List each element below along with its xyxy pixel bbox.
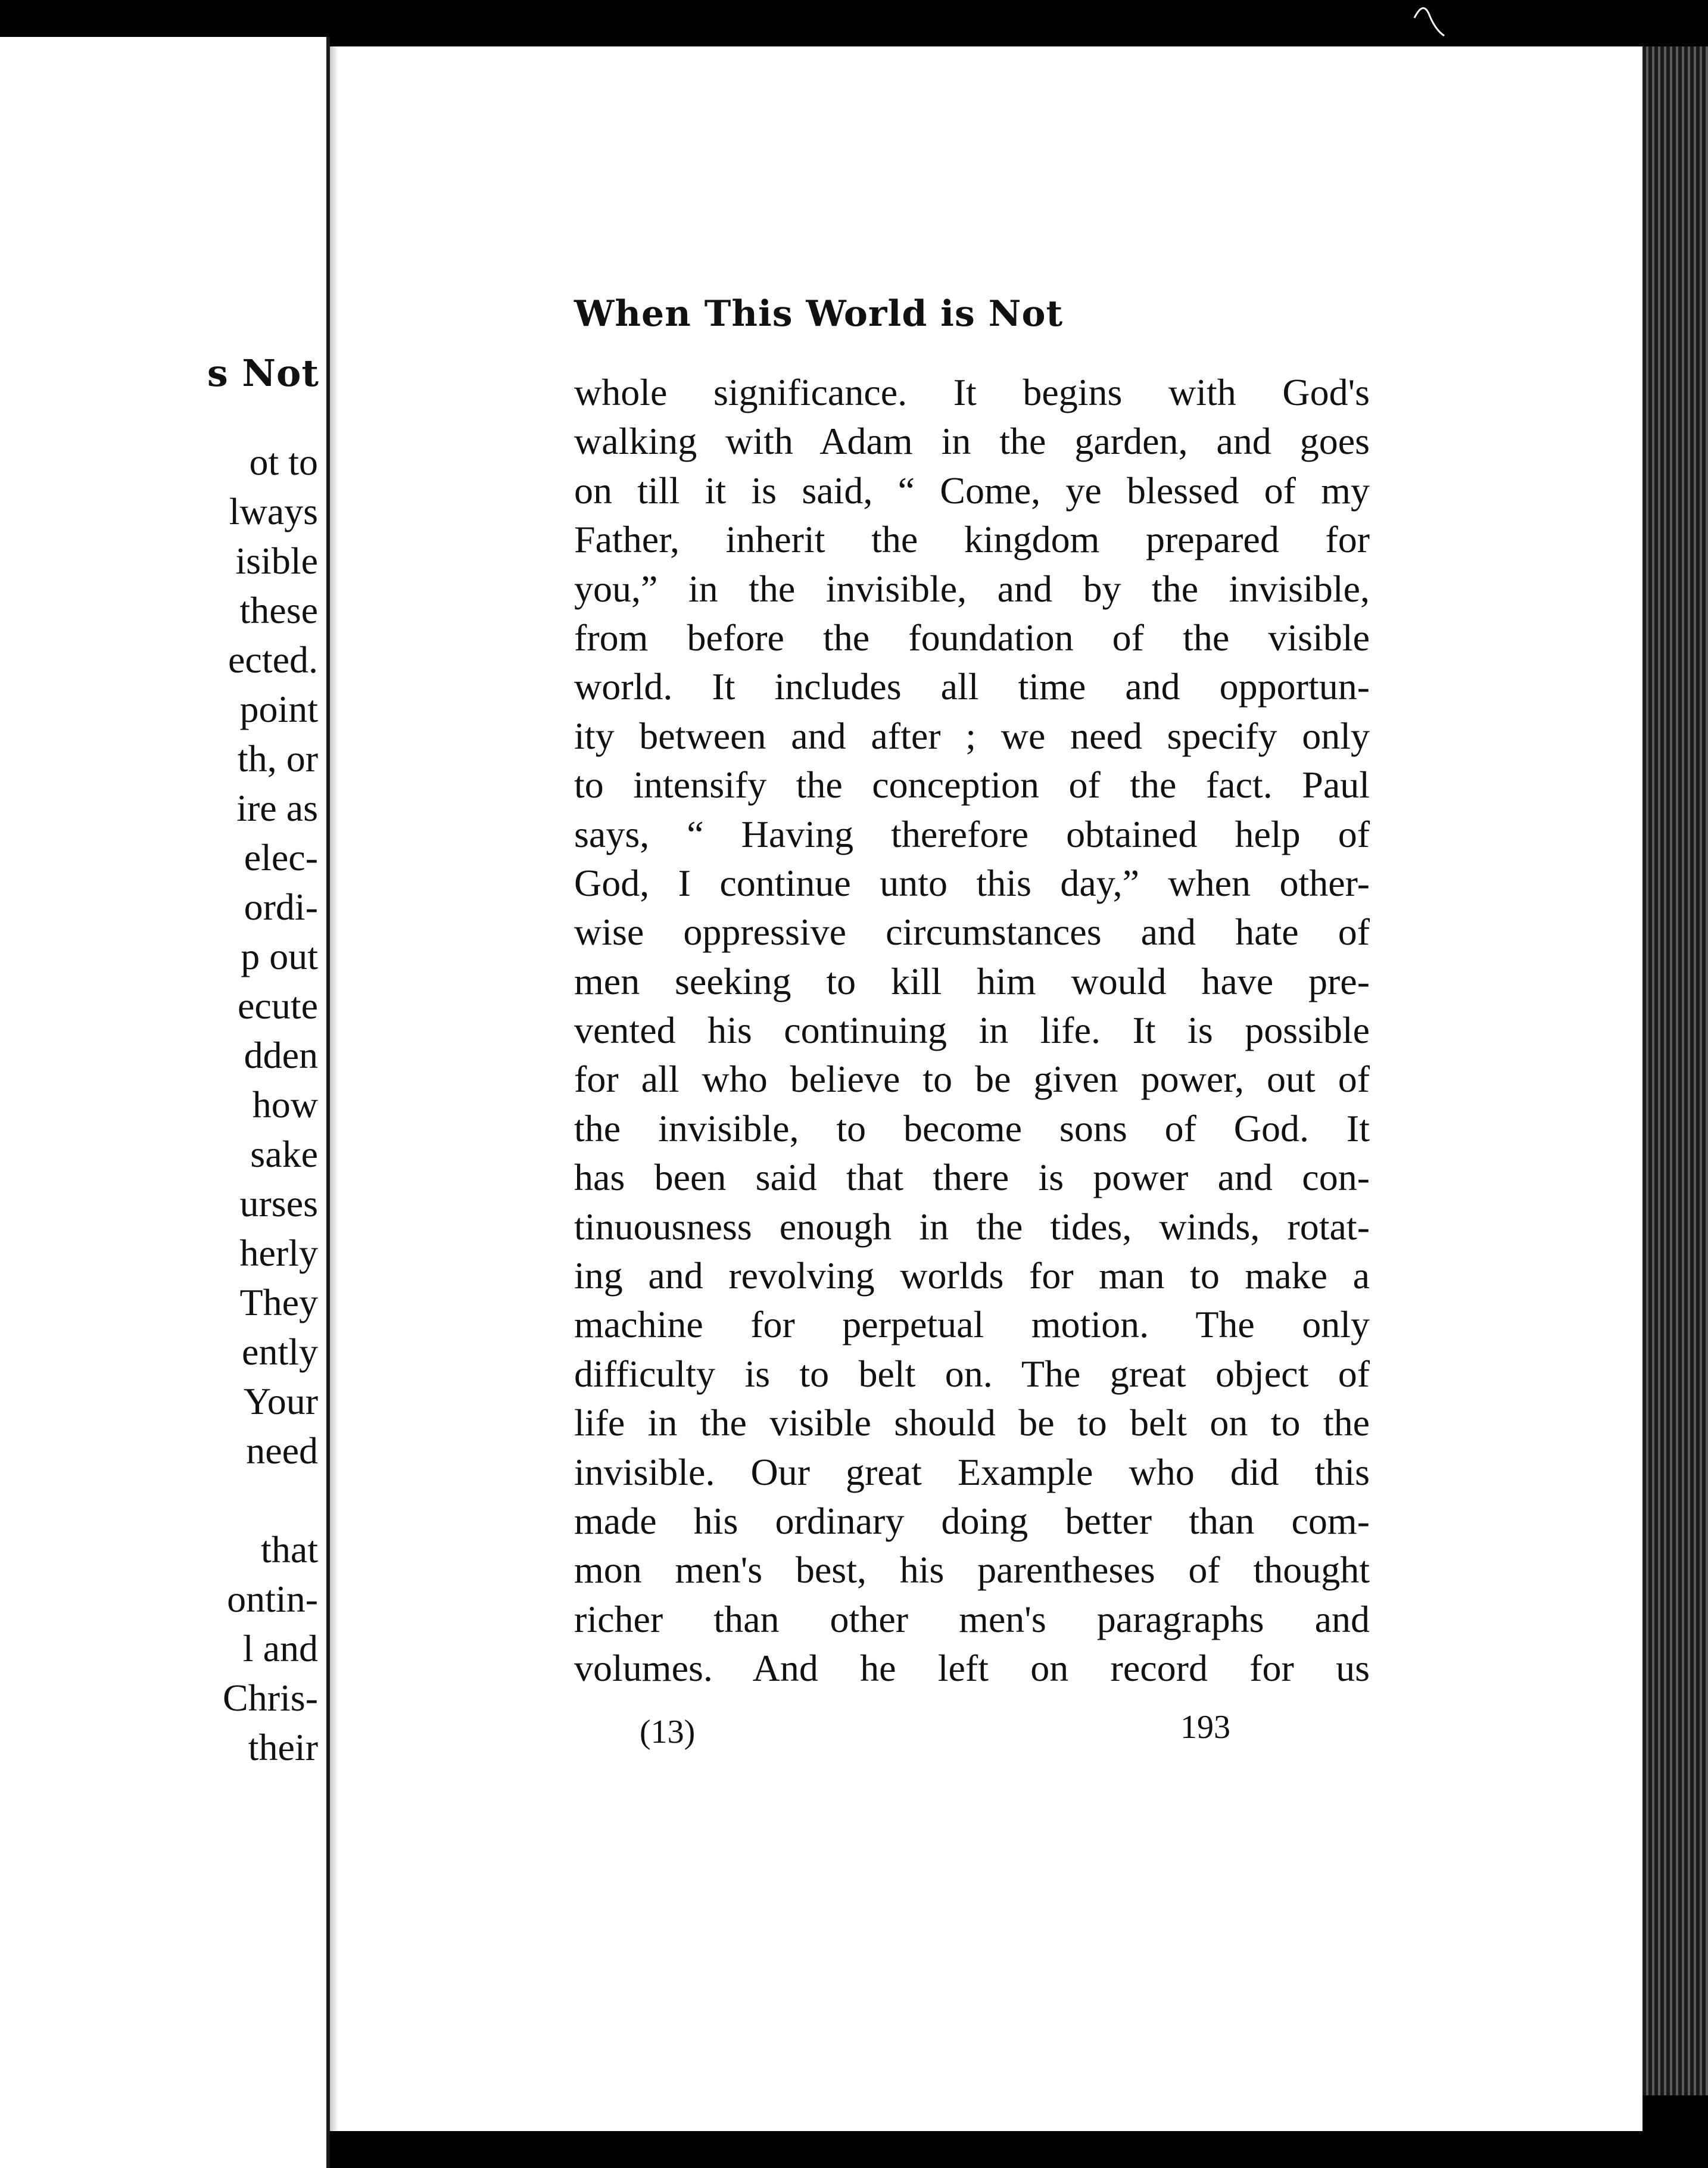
body-text-line: to intensify the conception of the fact. Paul: [574, 764, 1370, 806]
body-text-line: tinuousness enough in the tides, winds, rotat-: [574, 1205, 1370, 1248]
body-text-line: Father, inherit the kingdom prepared for: [574, 518, 1370, 561]
body-text-line: says, “ Having therefore obtained help of: [574, 812, 1370, 855]
left-text-line: how: [252, 1083, 318, 1126]
body-text-line: ity between and after ; we need specify only: [574, 714, 1370, 757]
left-text-line: They: [239, 1281, 318, 1323]
left-page-text: [223, 437, 318, 1772]
body-text-line: wise oppressive circumstances and hate of: [574, 911, 1370, 954]
left-text-line: that: [261, 1528, 318, 1571]
body-text-line: ing and revolving worlds for man to make a: [574, 1254, 1370, 1297]
gutter-shadow: [330, 46, 338, 2131]
left-text-line: ontin-: [227, 1578, 318, 1620]
body-text-line: men seeking to kill him would have pre-: [574, 960, 1370, 1002]
body-text-line: from before the foundation of the visible: [574, 616, 1370, 659]
body-text-line: for all who believe to be given power, out of: [574, 1058, 1370, 1101]
left-text-line: these: [239, 589, 318, 631]
left-text-line: ire as: [236, 787, 318, 829]
body-text-line: you,” in the invisible, and by the invisible,: [574, 567, 1370, 610]
left-text-line: Chris-: [223, 1677, 318, 1719]
page-number: 193: [1180, 1709, 1230, 1746]
left-text-line: herly: [239, 1232, 318, 1274]
body-text-line: difficulty is to belt on. The great object of: [574, 1352, 1370, 1395]
left-text-line: elec-: [244, 836, 318, 879]
body-text-line: machine for perpetual motion. The only: [574, 1303, 1370, 1346]
left-text-line: point: [239, 688, 318, 730]
left-text-line: p out: [241, 935, 318, 977]
left-text-line: ecute: [238, 985, 318, 1027]
left-text-line: Your: [243, 1380, 318, 1422]
left-text-line: th, or: [237, 737, 318, 780]
body-text-line: the invisible, to become sons of God. It: [574, 1107, 1370, 1150]
body-text-line: mon men's best, his parentheses of thought: [574, 1549, 1370, 1591]
body-text-line: has been said that there is power and con-: [574, 1156, 1370, 1199]
body-text-line: on till it is said, “ Come, ye blessed of my: [574, 469, 1370, 512]
body-text-line: life in the visible should be to belt on to the: [574, 1401, 1370, 1444]
running-head: When This World is Not: [574, 293, 1064, 335]
body-text-line: made his ordinary doing better than com-: [574, 1499, 1370, 1542]
book-page-edges: [1642, 46, 1708, 2095]
body-text-line: God, I continue unto this day,” when other-: [574, 861, 1370, 904]
body-text-line: walking with Adam in the garden, and goes: [574, 420, 1370, 463]
left-text-line: ordi-: [244, 886, 318, 928]
left-text-line: l and: [242, 1627, 318, 1669]
left-text-line: lways: [229, 490, 318, 532]
body-text-line: invisible. Our great Example who did this: [574, 1450, 1370, 1493]
corner-scratch-mark: [1411, 0, 1447, 42]
body-text-line: richer than other men's paragraphs and: [574, 1597, 1370, 1640]
left-text-line: ected.: [228, 638, 318, 681]
left-text-line: dden: [244, 1034, 318, 1076]
left-text-line: isible: [235, 540, 318, 582]
left-text-line: ently: [242, 1331, 318, 1373]
left-running-head: s Not: [207, 351, 319, 395]
signature-mark: (13): [640, 1714, 696, 1750]
left-text-line: their: [248, 1726, 318, 1768]
left-text-line: urses: [239, 1182, 318, 1225]
body-text-line: vented his continuing in life. It is possible: [574, 1009, 1370, 1052]
left-page: [0, 37, 330, 2168]
left-text-line: ot to: [249, 441, 318, 483]
left-text-line: need: [246, 1429, 318, 1472]
left-text-line: [223, 1475, 318, 1525]
body-text-line: volumes. And he left on record for us: [574, 1647, 1370, 1690]
body-text: [574, 368, 1370, 1693]
left-text-line: sake: [250, 1133, 318, 1175]
body-text-line: whole significance. It begins with God's: [574, 371, 1370, 413]
body-text-line: world. It includes all time and opportun-: [574, 665, 1370, 708]
